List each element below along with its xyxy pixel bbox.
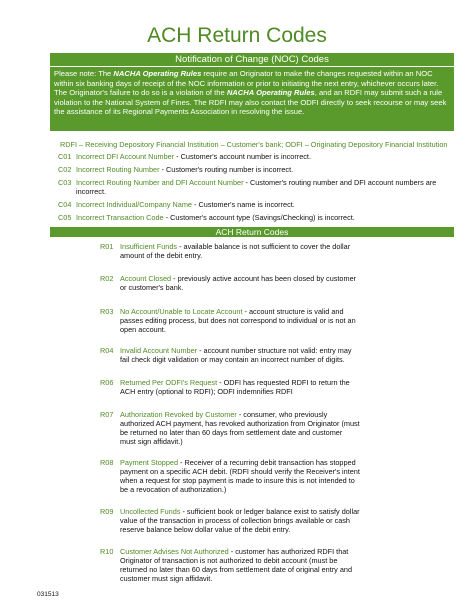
abbreviation-legend: RDFI – Receiving Depository Financial Institution – Customer's bank; ODFI – Originating Depository Financial Institution xyxy=(60,140,448,149)
noc-name: Incorrect Transaction Code xyxy=(76,213,164,222)
noc-description xyxy=(76,178,454,196)
return-desc: - previously active account has been closed by customer or customer's bank. xyxy=(120,274,357,292)
notice-rules-2: NACHA Operating Rules xyxy=(226,88,315,98)
noc-description xyxy=(76,213,454,222)
noc-desc: - Customer's name is incorrect. xyxy=(192,200,295,209)
noc-code: C02 xyxy=(58,165,72,174)
return-description xyxy=(120,378,360,396)
ach-section-header: ACH Return Codes xyxy=(50,227,454,237)
return-code: R10 xyxy=(100,547,114,556)
list-item xyxy=(100,378,360,396)
return-name: Uncollected Funds xyxy=(120,507,181,516)
return-desc: - consumer, who previously authorized ACH payment, has revoked authorization from Originator (must be returned no later than 60 days from settlement date and customer must sign affidavit.) xyxy=(120,410,360,446)
return-desc: - customer has authorized RDFI that Originator of transaction is not authorized to debit account (must be returned no later than 60 days from settlement date of original entry and customer must sign affidavit. xyxy=(120,547,353,583)
noc-desc: - Customer's routing number and DFI account numbers are incorrect. xyxy=(76,178,437,196)
ach-code-list xyxy=(100,242,360,583)
list-item xyxy=(58,213,454,222)
return-description xyxy=(120,242,360,260)
return-desc: - sufficient book or ledger balance exist to satisfy dollar value of the transaction in process of collection brings available or cash reserve balance below dollar value of the debit entry. xyxy=(120,507,360,534)
notice-middle: require an Originator to make the changes requested within an NOC within six banking days of receipt of the NOC information or prior to initiating the next entry, whichever occurs later. The Originator's failure to do so is a violation of the xyxy=(54,69,439,98)
return-code: R02 xyxy=(100,274,114,283)
noc-code: C01 xyxy=(58,152,72,161)
list-item xyxy=(100,410,360,446)
noc-description xyxy=(76,152,454,161)
return-code: R07 xyxy=(100,410,114,419)
return-code: R08 xyxy=(100,458,114,467)
return-code: R03 xyxy=(100,307,114,316)
return-name: Customer Advises Not Authorized xyxy=(120,547,229,556)
noc-name: Incorrect DFI Account Number xyxy=(76,152,175,161)
noc-section-header: Notification of Change (NOC) Codes xyxy=(50,53,454,66)
notice-rules-1: NACHA Operating Rules xyxy=(113,69,202,78)
return-code: R01 xyxy=(100,242,114,251)
list-item xyxy=(100,458,360,494)
noc-desc: - Customer's account type (Savings/Checking) is incorrect. xyxy=(163,213,355,222)
return-name: Insufficient Funds xyxy=(120,242,178,251)
noc-notice xyxy=(50,67,454,131)
return-name: Invalid Account Number xyxy=(120,346,198,355)
notice-prefix: Please note: The xyxy=(54,69,114,78)
return-desc: - available balance is not sufficient to cover the dollar amount of the debit entry. xyxy=(120,242,351,260)
return-description xyxy=(120,346,360,364)
noc-description xyxy=(76,200,454,209)
list-item xyxy=(100,507,360,534)
noc-description xyxy=(76,165,454,174)
return-code: R06 xyxy=(100,378,114,387)
return-description xyxy=(120,547,360,583)
noc-name: Incorrect Routing Number xyxy=(76,165,160,174)
return-desc: - account structure is valid and passes editing process, but does not correspond to individual or is not an open account. xyxy=(120,307,356,334)
noc-desc: - Customer's routing number is incorrect. xyxy=(159,165,294,174)
page-title: ACH Return Codes xyxy=(147,24,327,47)
noc-name: Incorrect Routing Number and DFI Account Number xyxy=(76,178,244,187)
list-item xyxy=(100,307,360,334)
noc-desc: - Customer's account number is incorrect. xyxy=(174,152,311,161)
list-item xyxy=(58,178,454,196)
noc-code: C04 xyxy=(58,200,72,209)
return-name: No Account/Unable to Locate Account xyxy=(120,307,243,316)
return-code: R04 xyxy=(100,346,114,355)
list-item xyxy=(100,242,360,260)
list-item xyxy=(100,346,360,364)
noc-name: Incorrect Individual/Company Name xyxy=(76,200,192,209)
noc-code-list xyxy=(58,152,454,226)
list-item xyxy=(100,547,360,583)
list-item xyxy=(58,165,454,174)
return-description xyxy=(120,274,360,292)
noc-code: C05 xyxy=(58,213,72,222)
return-description xyxy=(120,307,360,334)
return-name: Authorization Revoked by Customer xyxy=(120,410,237,419)
noc-code: C03 xyxy=(58,178,72,187)
notice-suffix: , and an RDFI may submit such a rule violation to the National System of Fines. The RDFI may also contact the ODFI directly to seek recourse or may seek the assistance of its Regional Payments Association in resolving the issue. xyxy=(54,88,447,117)
return-code: R09 xyxy=(100,507,114,516)
return-description xyxy=(120,410,360,446)
return-name: Returned Per ODFI's Request xyxy=(120,378,218,387)
list-item xyxy=(58,200,454,209)
return-desc: - ODFI has requested RDFI to return the ACH entry (optional to RDFI); ODFI indemnifies RDFI xyxy=(120,378,350,396)
document-code: 031513 xyxy=(37,591,59,598)
return-description xyxy=(120,458,360,494)
return-name: Payment Stopped xyxy=(120,458,179,467)
return-description xyxy=(120,507,360,534)
return-name: Account Closed xyxy=(120,274,172,283)
return-desc: - Receiver of a recurring debit transaction has stopped payment on a specific ACH debit. (RDFI should verify the Receiver's intent when a request for stop payment is made to insure this is not intended to be a revocation of authorization.) xyxy=(120,458,360,494)
list-item xyxy=(100,274,360,292)
return-desc: - account number structure not valid: entry may fail check digit validation or may contain an incorrect number of digits. xyxy=(120,346,352,364)
list-item xyxy=(58,152,454,161)
